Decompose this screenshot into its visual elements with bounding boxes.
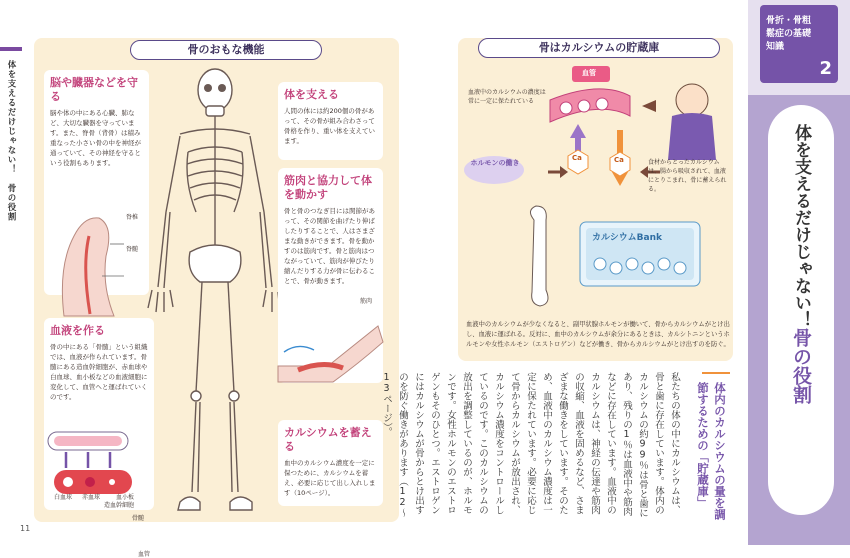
brain-organ-box	[44, 70, 149, 295]
chapter-title-lead: 体を支えるだけじゃない！	[791, 124, 811, 328]
support-box-text: 人間の体には約200個の骨があって、その骨が組み合わさって骨格を作り、重い体を支えています。	[284, 107, 375, 145]
food-calcium-note: 食材からとったカルシウムは、腸から吸収されて、血液にとりこまれ、骨に蓄えられる。	[648, 159, 727, 193]
calcium-box-text: 血中のカルシウム濃度を一定に保つために、カルシウムを蓄え、必要に応じて出し入れします（10ページ）。	[284, 459, 376, 497]
arm-muscle-illustration	[278, 316, 383, 386]
calcium-bank-label: カルシウムBank	[592, 233, 663, 243]
label-spinal-cord: 脊髄	[126, 246, 139, 253]
diagram-caption: 血液中のカルシウムが少なくなると、副甲状腺ホルモンが働いて、骨からカルシウムがとけ出し、血液に運ばれる。反対に、血中のカルシウムが余分にあるときは、カルシトニンというホルモンや女性ホルモン（エストロゲン）などが働き、骨からカルシウムがとけ出すのを防ぐ。	[466, 321, 730, 348]
ca-marker-right: Ca	[614, 156, 624, 164]
muscle-move-box	[278, 168, 383, 383]
skeleton-illustration	[140, 62, 290, 522]
hormone-label: ホルモンの働き	[470, 159, 520, 167]
margin-running-title: 体を支えるだけじゃない！ 骨の役割	[6, 60, 16, 222]
column-heading: 体内のカルシウムの量を調節するための「貯蔵庫」	[696, 382, 727, 520]
column-heading-mark	[702, 372, 730, 380]
blood-making-box	[44, 318, 154, 558]
label-red-cell: 赤血球	[82, 494, 101, 501]
chapter-badge-text: 骨折・骨粗鬆症の基礎知識	[766, 16, 812, 52]
column-body-text: 私たちの体の中にカルシウムは、骨と歯に存在しています。体内のカルシウムの約99％は骨と歯にあり、残りの1％は血液中や筋肉などに存在しています。血液中のカルシウムは、神経の伝達や筋肉の収縮、血液を固めるなど、さまざまな働きをしています。そのため、血液中のカルシウム濃度は一定に保たれています。必要に応じて骨からカルシウムが放出され、カルシウム濃度をコントロールしているのです。このカルシウムの放出を調整しているのが、ホルモンです。女性ホルモンのエストロゲンもそのひとつ。エストロゲンにはカルシウムが骨からとけ出すのを防ぐ働きがあります（12～13ページ）。	[381, 372, 680, 518]
label-stem-cell: 造血幹細胞	[104, 502, 135, 509]
brain-box-title: 脳や臓器などを守る	[50, 76, 138, 103]
label-bone-marrow: 骨髄	[132, 515, 145, 522]
spine-illustration	[44, 206, 149, 316]
chapter-title	[790, 124, 812, 514]
blood-box-text: 骨の中にある「骨髄」という組織では、血液が作られています。骨髄にある造血幹細胞が、赤血球や白血球、血小板などの血液細胞に変化して、血管へと運ばれていくのです。	[50, 343, 148, 401]
label-platelet: 血小板	[116, 494, 135, 501]
chapter-title-main: 骨の役割	[790, 328, 812, 404]
label-spine: 脊椎	[126, 214, 139, 221]
label-blood-vessel: 血管	[138, 551, 151, 558]
ca-marker-left: Ca	[572, 154, 582, 162]
margin-accent	[0, 47, 22, 51]
support-box-title: 体を支える	[284, 88, 339, 101]
blood-calcium-note: 血液中のカルシウムの濃度は常に一定に保たれている	[468, 89, 546, 105]
label-muscle: 筋肉	[360, 298, 373, 305]
blood-vessel-label: 血管	[582, 69, 596, 77]
calcium-store-box	[278, 420, 383, 506]
calcium-box-title: カルシウムを蓄える	[284, 426, 372, 453]
support-box	[278, 82, 383, 160]
move-box-title: 筋肉と協力して体を動かす	[284, 174, 372, 201]
label-white-cell: 白血球	[54, 494, 73, 501]
chapter-badge-number: 2	[819, 58, 832, 79]
brain-box-text: 脳や体の中にある心臓、肺など、大切な臓器を守っています。また、脊骨（背骨）は積み重なった小さい骨の中を神経が通っていて、その神経を守るという役割もあります。	[50, 109, 141, 167]
section-title-left: 骨のおもな機能	[130, 40, 322, 60]
page-number-left: 11	[20, 524, 31, 533]
section-title-right: 骨はカルシウムの貯蔵庫	[478, 38, 720, 58]
chapter-badge	[760, 5, 838, 83]
blood-box-title: 血液を作る	[50, 324, 105, 337]
move-box-text: 骨と骨のつなぎ目には関節があって、その関節を曲げたり伸ばしたりすることで、人はさまざまな動きができます。骨を動かすのは筋肉です。骨と筋肉はつながっていて、筋肉が伸びたり縮んだりする力が骨に伝わることで、骨が動きます。	[284, 207, 375, 285]
